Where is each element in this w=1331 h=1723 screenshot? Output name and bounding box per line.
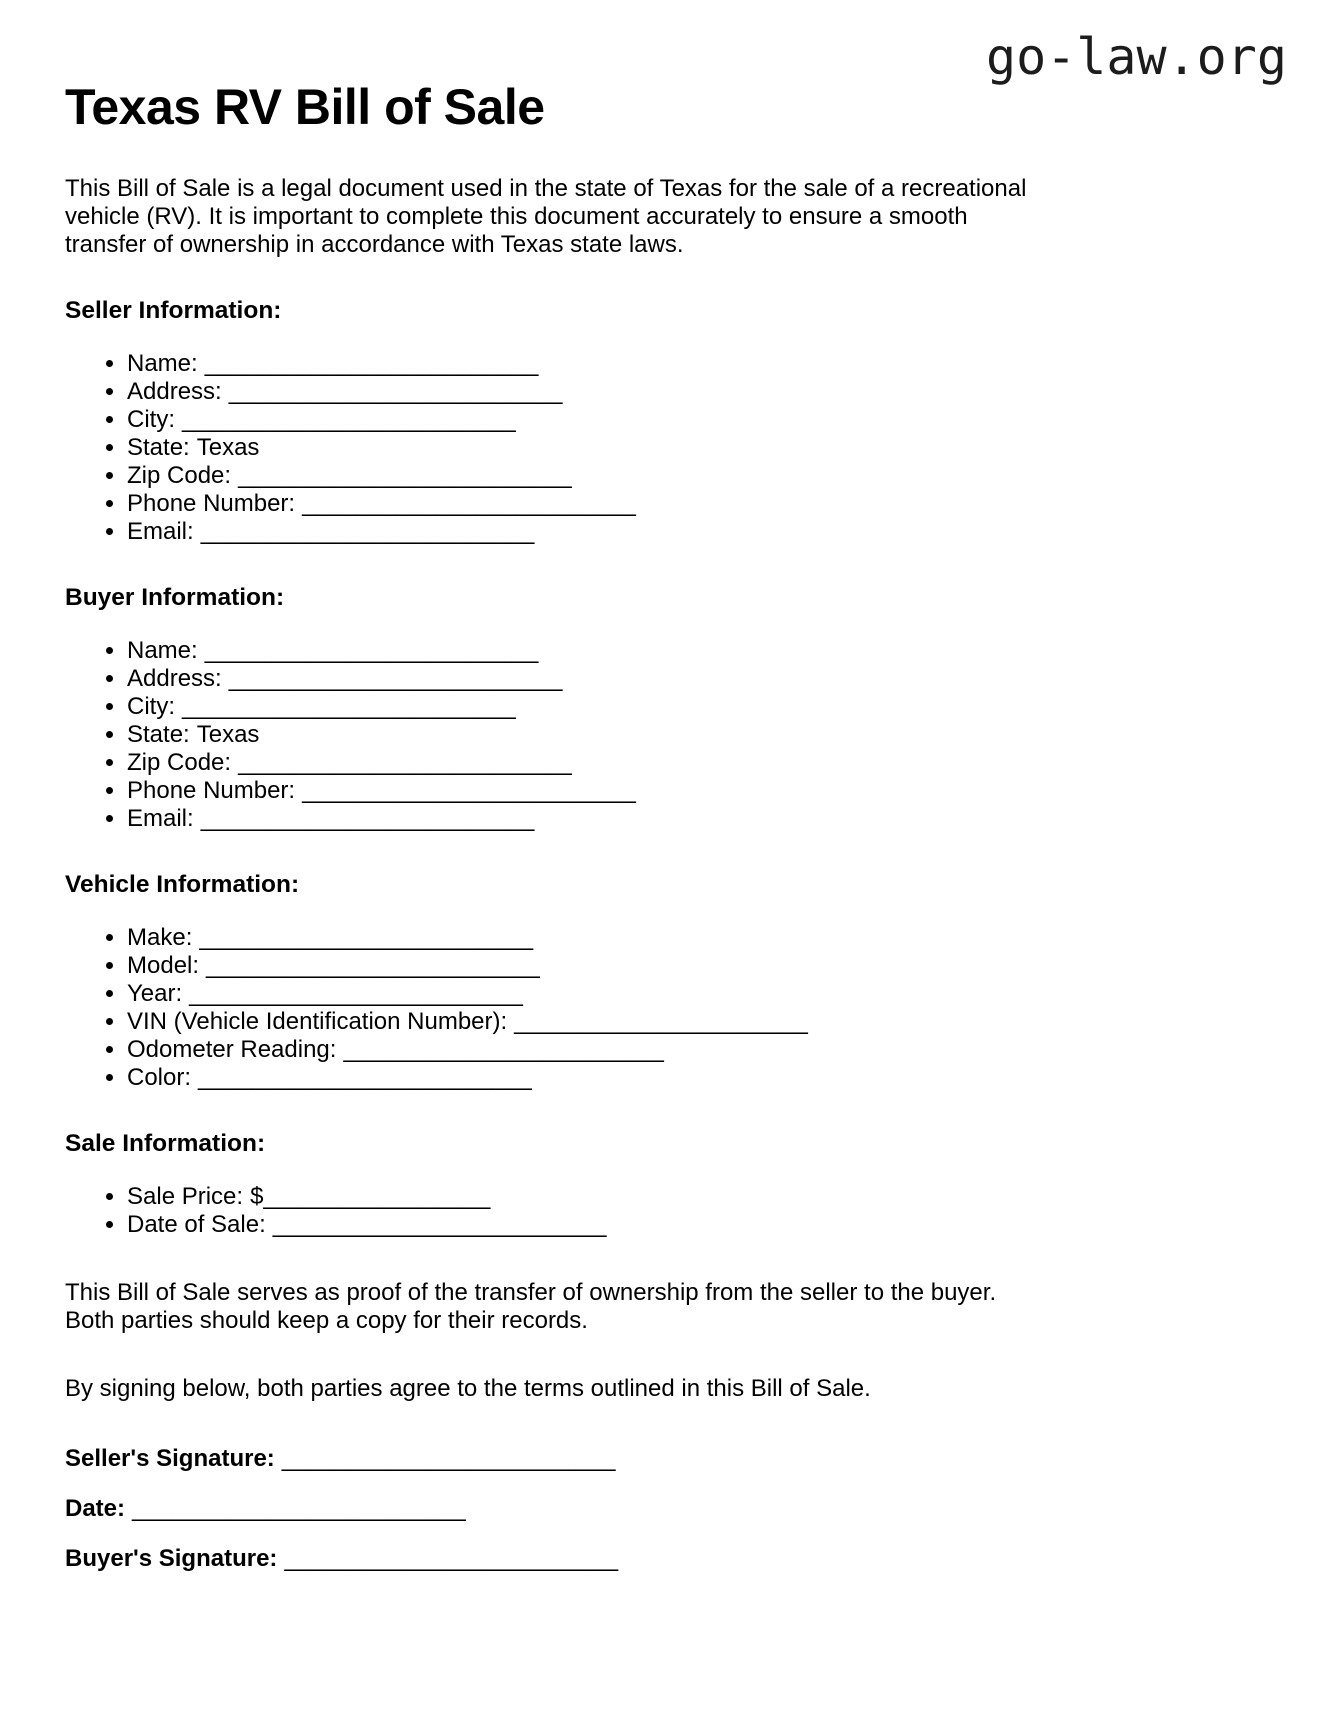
blank-line: _________________________	[228, 378, 563, 405]
field-sale-price	[127, 1183, 1181, 1211]
blank-line: _________________________	[200, 805, 535, 832]
field-label: Sale Price:	[127, 1183, 244, 1210]
field-label: Address:	[127, 378, 222, 405]
field-label: Odometer Reading:	[127, 1036, 337, 1063]
vehicle-info-heading: Vehicle Information:	[65, 871, 300, 898]
field-label: City:	[127, 406, 175, 433]
field-seller-phone	[127, 490, 1181, 518]
buyer-info-list	[65, 637, 1181, 833]
field-seller-state	[127, 434, 1181, 462]
field-label: Phone Number:	[127, 777, 296, 804]
seller-signature-line	[65, 1445, 1181, 1473]
sale-info-list	[65, 1183, 1181, 1239]
proof-paragraph	[65, 1279, 1181, 1335]
field-label: Phone Number:	[127, 490, 296, 517]
field-seller-zip	[127, 462, 1181, 490]
field-value: Texas	[196, 721, 260, 748]
blank-line: _________________________	[302, 777, 636, 804]
blank-line: _________________________	[238, 462, 572, 489]
field-label: Year:	[127, 980, 183, 1007]
field-buyer-city	[127, 693, 1181, 721]
field-label: Color:	[127, 1064, 192, 1091]
field-buyer-phone	[127, 777, 1181, 805]
field-seller-address	[127, 378, 1181, 406]
blank-line: _________________________	[228, 665, 563, 692]
agreement-paragraph: By signing below, both parties agree to the terms outlined in this Bill of Sale.	[65, 1375, 871, 1402]
field-label: VIN (Vehicle Identification Number):	[127, 1008, 508, 1035]
blank-line: _________________________	[198, 1064, 532, 1091]
field-seller-name	[127, 350, 1181, 378]
blank-line: _________________________	[302, 490, 636, 517]
blank-line: _________________________	[182, 406, 516, 433]
field-buyer-address	[127, 665, 1181, 693]
buyer-signature-line	[65, 1545, 1181, 1573]
field-label: City:	[127, 693, 175, 720]
blank-line: _________________________	[281, 1445, 616, 1472]
brand-logo: go-law.org	[985, 28, 1287, 86]
field-label: State:	[127, 434, 190, 461]
intro-paragraph	[65, 175, 1181, 259]
signature-label: Buyer's Signature:	[65, 1545, 278, 1572]
blank-line: _________________________	[238, 749, 572, 776]
field-label: Name:	[127, 350, 198, 377]
field-buyer-state	[127, 721, 1181, 749]
field-value: Texas	[196, 434, 260, 461]
field-label: Zip Code:	[127, 749, 232, 776]
signature-label: Seller's Signature:	[65, 1445, 275, 1472]
field-label: Address:	[127, 665, 222, 692]
field-label: State:	[127, 721, 190, 748]
field-label: Name:	[127, 637, 198, 664]
blank-line: _________________________	[284, 1545, 619, 1572]
blank-line: _________________________	[206, 952, 540, 979]
blank-line: _________________________	[204, 637, 539, 664]
field-buyer-name	[127, 637, 1181, 665]
blank-line: _________________________	[182, 693, 516, 720]
buyer-info-heading: Buyer Information:	[65, 584, 285, 611]
field-vehicle-vin	[127, 1008, 1181, 1036]
field-label: Date of Sale:	[127, 1211, 266, 1238]
text-line: Both parties should keep a copy for their records.	[65, 1307, 588, 1334]
blank-line: _________________________	[189, 980, 523, 1007]
field-seller-email	[127, 518, 1181, 546]
text-line: transfer of ownership in accordance with Texas state laws.	[65, 231, 684, 258]
field-buyer-zip	[127, 749, 1181, 777]
field-label: Zip Code:	[127, 462, 232, 489]
seller-info-list	[65, 350, 1181, 546]
blank-line: _________________________	[199, 924, 534, 951]
sale-info-heading: Sale Information:	[65, 1130, 266, 1157]
signature-label: Date:	[65, 1495, 126, 1522]
blank-line: _________________________	[272, 1211, 607, 1238]
field-vehicle-model	[127, 952, 1181, 980]
field-vehicle-year	[127, 980, 1181, 1008]
blank-line: ________________________	[343, 1036, 664, 1063]
field-label: Model:	[127, 952, 200, 979]
field-vehicle-odometer	[127, 1036, 1181, 1064]
blank-line: $_________________	[250, 1183, 491, 1210]
page-title: Texas RV Bill of Sale	[65, 79, 545, 135]
date-line	[65, 1495, 1181, 1523]
text-line: vehicle (RV). It is important to complete this document accurately to ensure a smooth	[65, 203, 968, 230]
field-date-of-sale	[127, 1211, 1181, 1239]
field-seller-city	[127, 406, 1181, 434]
field-vehicle-color	[127, 1064, 1181, 1092]
field-vehicle-make	[127, 924, 1181, 952]
signature-block	[65, 1445, 1181, 1573]
vehicle-info-list	[65, 924, 1181, 1092]
text-line: This Bill of Sale is a legal document used in the state of Texas for the sale of a recreational	[65, 175, 1027, 202]
field-buyer-email	[127, 805, 1181, 833]
seller-info-heading: Seller Information:	[65, 297, 282, 324]
blank-line: _________________________	[132, 1495, 466, 1522]
field-label: Make:	[127, 924, 193, 951]
text-line: This Bill of Sale serves as proof of the transfer of ownership from the seller to the buyer.	[65, 1279, 997, 1306]
blank-line: ______________________	[514, 1008, 808, 1035]
blank-line: _________________________	[204, 350, 539, 377]
field-label: Email:	[127, 518, 194, 545]
field-label: Email:	[127, 805, 194, 832]
blank-line: _________________________	[200, 518, 535, 545]
